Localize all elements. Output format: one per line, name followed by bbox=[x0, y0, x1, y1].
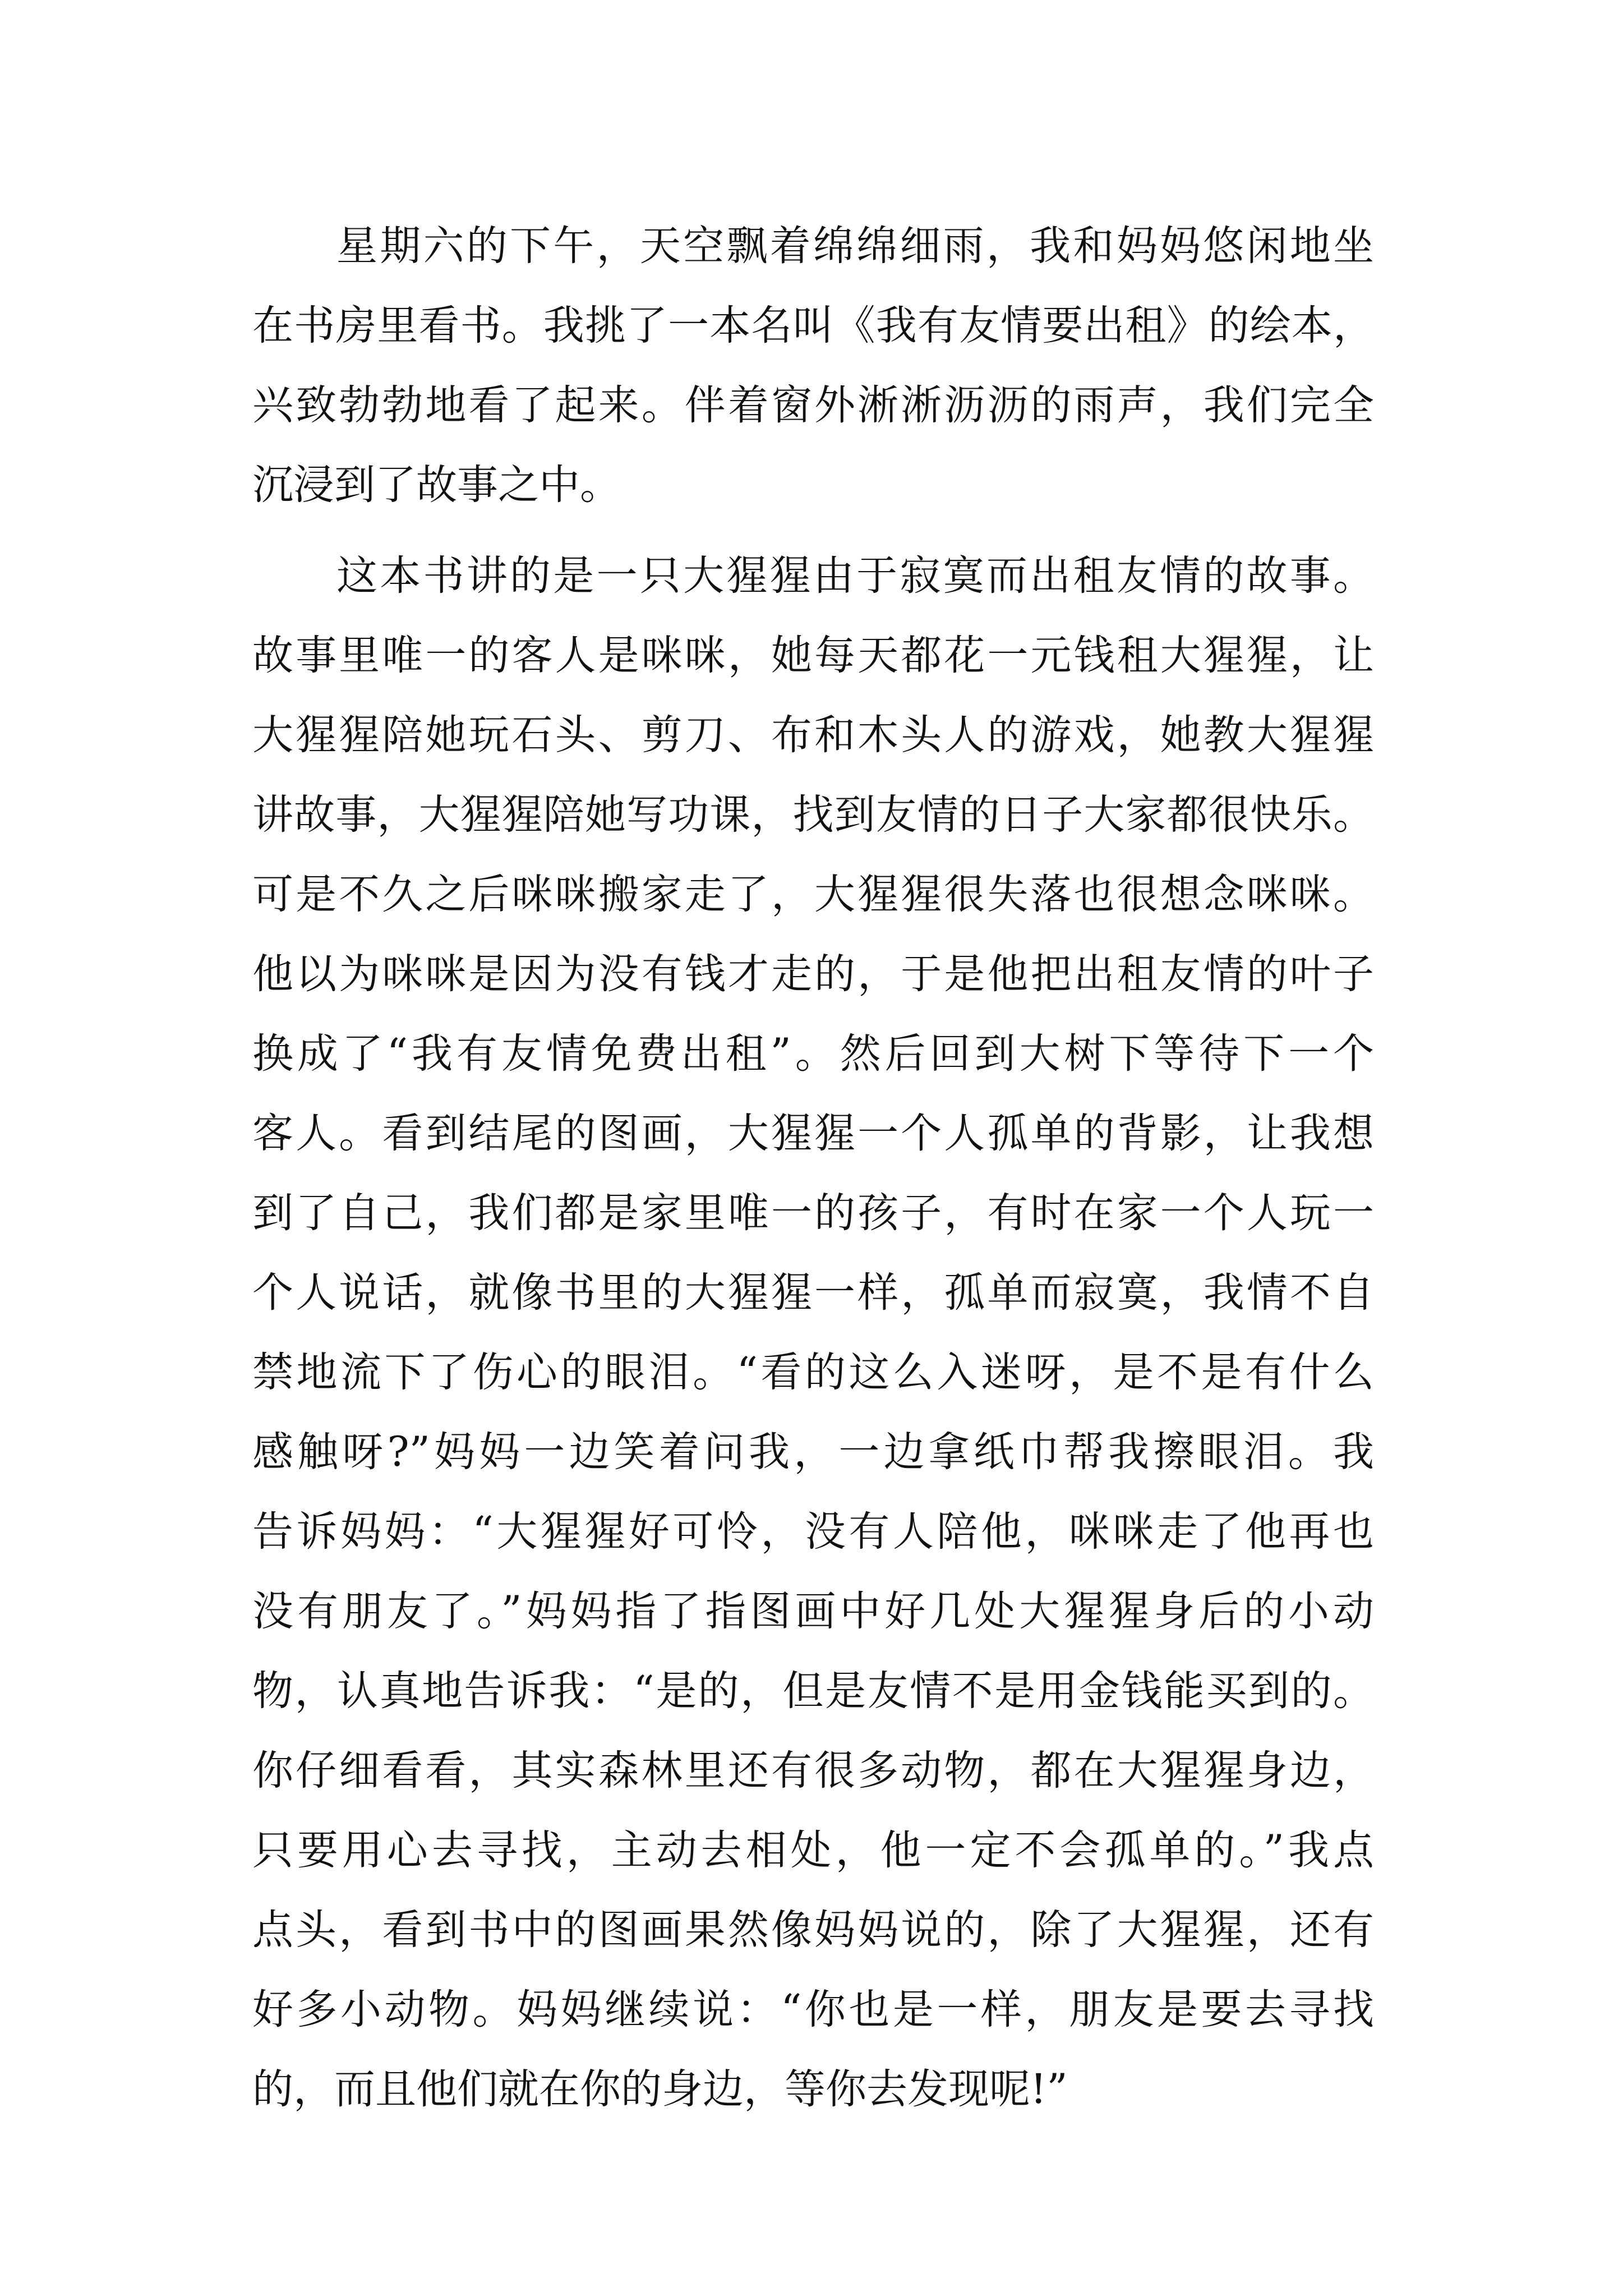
paragraph-gap bbox=[252, 525, 1374, 536]
text-line: 感触呀?”妈妈一边笑着问我，一边拿纸巾帮我擦眼泪。我 bbox=[252, 1428, 1374, 1476]
text-line: 在书房里看书。我挑了一本名叫《我有友情要出租》的绘本， bbox=[252, 302, 1374, 349]
text-line: 这本书讲的是一只大猩猩由于寂寞而出租友情的故事。 bbox=[336, 552, 1374, 600]
text-line: 讲故事，大猩猩陪她写功课，找到友情的日子大家都很快乐。 bbox=[252, 791, 1374, 839]
text-line: 他以为咪咪是因为没有钱才走的，于是他把出租友情的叶子 bbox=[252, 950, 1374, 998]
text-line: 兴致勃勃地看了起来。伴着窗外淅淅沥沥的雨声，我们完全 bbox=[252, 381, 1374, 429]
text-line: 个人说话，就像书里的大猩猩一样，孤单而寂寞，我情不自 bbox=[252, 1269, 1374, 1317]
text-line: 故事里唯一的客人是咪咪，她每天都花一元钱租大猩猩，让 bbox=[252, 632, 1374, 679]
text-line: 好多小动物。妈妈继续说：“你也是一样，朋友是要去寻找 bbox=[252, 1986, 1374, 2033]
body-text bbox=[252, 206, 1374, 2129]
text-line: 大猩猩陪她玩石头、剪刀、布和木头人的游戏，她教大猩猩 bbox=[252, 711, 1374, 759]
text-line: 的，而且他们就在你的身边，等你去发现呢!” bbox=[252, 2065, 1068, 2113]
text-line: 物，认真地告诉我：“是的，但是友情不是用金钱能买到的。 bbox=[252, 1667, 1374, 1715]
text-line: 换成了“我有友情免费出租”。然后回到大树下等待下一个 bbox=[252, 1030, 1374, 1078]
paragraph-2 bbox=[252, 536, 1374, 2129]
text-line: 客人。看到结尾的图画，大猩猩一个人孤单的背影，让我想 bbox=[252, 1110, 1374, 1157]
text-line: 只要用心去寻找，主动去相处，他一定不会孤单的。”我点 bbox=[252, 1826, 1374, 1874]
text-line: 你仔细看看，其实森林里还有很多动物，都在大猩猩身边， bbox=[252, 1747, 1374, 1795]
text-line: 可是不久之后咪咪搬家走了，大猩猩很失落也很想念咪咪。 bbox=[252, 871, 1374, 918]
text-line: 告诉妈妈：“大猩猩好可怜，没有人陪他，咪咪走了他再也 bbox=[252, 1508, 1374, 1556]
text-line: 沉浸到了故事之中。 bbox=[252, 461, 621, 509]
text-line: 星期六的下午，天空飘着绵绵细雨，我和妈妈悠闲地坐 bbox=[336, 222, 1374, 270]
text-line: 禁地流下了伤心的眼泪。“看的这么入迷呀，是不是有什么 bbox=[252, 1349, 1374, 1396]
text-line: 点头，看到书中的图画果然像妈妈说的，除了大猩猩，还有 bbox=[252, 1906, 1374, 1954]
text-line: 没有朋友了。”妈妈指了指图画中好几处大猩猩身后的小动 bbox=[252, 1588, 1374, 1635]
text-line: 到了自己，我们都是家里唯一的孩子，有时在家一个人玩一 bbox=[252, 1189, 1374, 1237]
paragraph-1 bbox=[252, 206, 1374, 525]
